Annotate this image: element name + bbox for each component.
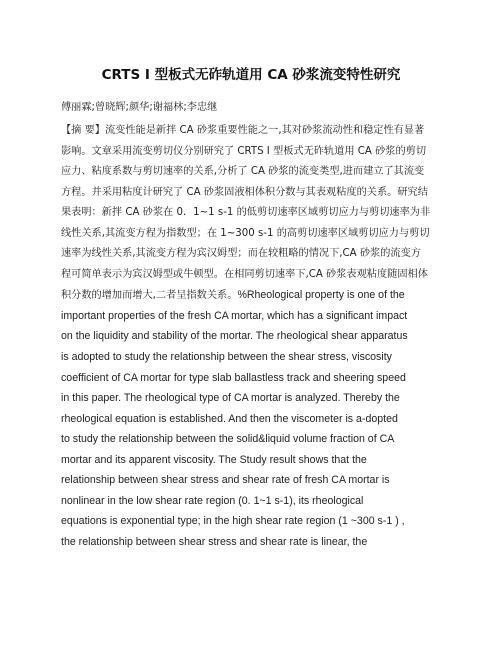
abstract-line: 速率为线性关系,其流变方程为宾汉姆型；而在较粗略的情况下,CA 砂浆的流变方 (61, 248, 421, 260)
english-abstract-line: rheological equation is established. And then the viscometer is a-dopted (61, 412, 398, 425)
abstract-body (61, 121, 445, 552)
english-abstract-line: is adopted to study the relationship between the shear stress, viscosity (61, 351, 392, 364)
english-abstract-line: mortar and its apparent viscosity. The Study result shows that the (61, 453, 367, 466)
english-abstract-line: relationship between shear stress and shear rate of fresh CA mortar is (61, 474, 390, 487)
english-abstract-line: the relationship between shear stress and shear rate is linear, the (61, 535, 368, 548)
english-abstract-line: on the liquidity and stability of the mortar. The rheological shear apparatus (61, 330, 408, 343)
abstract-line: 方程。并采用粘度计研究了 CA 砂浆固液相体积分数与其表观粘度的关系。研究结 (61, 186, 428, 198)
paper-title: CRTS I 型板式无砟轨道用 CA 砂浆流变特性研究 (101, 67, 401, 83)
abstract-line: 【摘 要】流变性能是新拌 CA 砂浆重要性能之一,其对砂浆流动性和稳定性有显著 (61, 125, 425, 136)
abstract-line-en-part: %Rheological property is one of the (237, 289, 405, 302)
abstract-line: 果表明：新拌 CA 砂浆在 0．1~1 s-1 的低剪切速率区域剪切应力与剪切速率为非 (61, 207, 431, 219)
english-abstract-line: coefficient of CA mortar for type slab ballastless track and sheering speed (61, 371, 406, 384)
english-abstract-line: to study the relationship between the solid&liquid volume fraction of CA (61, 433, 395, 446)
abstract-line: 影响。文章采用流变剪切仪分别研究了 CRTS I 型板式无砟轨道用 CA 砂浆的剪切 (61, 145, 427, 157)
english-abstract-line: nonlinear in the low shear rate region (0. 1~1 s-1), its rheological (61, 494, 364, 507)
abstract-line: 程可简单表示为宾汉姆型或牛顿型。在相同剪切速率下,CA 砂浆表观粘度随固相体 (61, 268, 428, 280)
paper-authors: 傅丽霖;曾晓辉;颜华;谢福林;李忠继 (61, 102, 218, 113)
abstract-line: 线性关系,其流变方程为指数型；在 1~300 s-1 的高剪切速率区域剪切应力与剪切 (61, 227, 430, 239)
english-abstract-line: in this paper. The rheological type of CA mortar is analyzed. Thereby the (61, 392, 400, 405)
english-abstract-line: equations is exponential type; in the high shear rate region (1 ~300 s-1 ) , (61, 515, 405, 528)
abstract-line: 应力、粘度系数与剪切速率的关系,分析了 CA 砂浆的流变类型,进而建立了其流变 (61, 166, 425, 178)
abstract-line-cjk-part: 积分数的增加而增大,二者呈指数关系。 (61, 290, 238, 302)
abstract-mixed-line (61, 285, 445, 306)
english-abstract-line: important properties of the fresh CA mortar, which has a significant impact (61, 309, 408, 322)
